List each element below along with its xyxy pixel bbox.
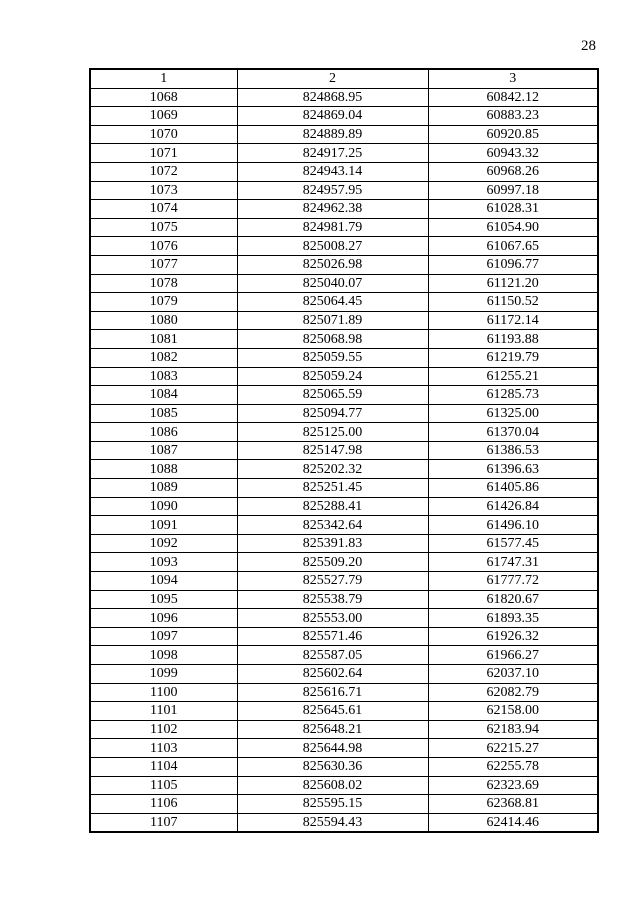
table-row	[90, 386, 598, 405]
y-coordinate-cell: 61747.31	[428, 553, 598, 572]
table-row	[90, 181, 598, 200]
table-row	[90, 572, 598, 591]
point-number-cell: 1083	[90, 367, 237, 386]
y-coordinate-cell: 61577.45	[428, 534, 598, 553]
table-row	[90, 813, 598, 832]
y-coordinate-cell: 60842.12	[428, 88, 598, 107]
y-coordinate-cell: 62368.81	[428, 795, 598, 814]
table-row	[90, 609, 598, 628]
table-row	[90, 665, 598, 684]
point-number-cell: 1072	[90, 162, 237, 181]
table-row	[90, 516, 598, 535]
table-row	[90, 739, 598, 758]
table-row	[90, 441, 598, 460]
y-coordinate-cell: 61405.86	[428, 479, 598, 498]
point-number-cell: 1104	[90, 757, 237, 776]
point-number-cell: 1094	[90, 572, 237, 591]
x-coordinate-cell: 825391.83	[237, 534, 428, 553]
x-coordinate-cell: 825553.00	[237, 609, 428, 628]
x-coordinate-cell: 825059.24	[237, 367, 428, 386]
point-number-cell: 1090	[90, 497, 237, 516]
y-coordinate-cell: 61396.63	[428, 460, 598, 479]
y-coordinate-cell: 61370.04	[428, 423, 598, 442]
point-number-cell: 1076	[90, 237, 237, 256]
point-number-cell: 1085	[90, 404, 237, 423]
y-coordinate-cell: 61820.67	[428, 590, 598, 609]
point-number-cell: 1088	[90, 460, 237, 479]
y-coordinate-cell: 61496.10	[428, 516, 598, 535]
y-coordinate-cell: 62158.00	[428, 702, 598, 721]
x-coordinate-cell: 824917.25	[237, 144, 428, 163]
x-coordinate-cell: 825571.46	[237, 627, 428, 646]
y-coordinate-cell: 61426.84	[428, 497, 598, 516]
x-coordinate-cell: 825645.61	[237, 702, 428, 721]
point-number-cell: 1105	[90, 776, 237, 795]
x-coordinate-cell: 825288.41	[237, 497, 428, 516]
point-number-cell: 1077	[90, 255, 237, 274]
y-coordinate-cell: 61054.90	[428, 218, 598, 237]
y-coordinate-cell: 61150.52	[428, 293, 598, 312]
x-coordinate-cell: 825008.27	[237, 237, 428, 256]
table-row	[90, 144, 598, 163]
x-coordinate-cell: 825251.45	[237, 479, 428, 498]
point-number-cell: 1100	[90, 683, 237, 702]
point-number-cell: 1107	[90, 813, 237, 832]
point-number-cell: 1101	[90, 702, 237, 721]
x-coordinate-cell: 825594.43	[237, 813, 428, 832]
y-coordinate-cell: 60943.32	[428, 144, 598, 163]
table-row	[90, 795, 598, 814]
table-row	[90, 367, 598, 386]
x-coordinate-cell: 825648.21	[237, 720, 428, 739]
y-coordinate-cell: 61193.88	[428, 330, 598, 349]
table-row	[90, 404, 598, 423]
table-row	[90, 479, 598, 498]
table-row	[90, 200, 598, 219]
x-coordinate-cell: 825595.15	[237, 795, 428, 814]
y-coordinate-cell: 61255.21	[428, 367, 598, 386]
column-header-2: 2	[237, 69, 428, 88]
x-coordinate-cell: 825342.64	[237, 516, 428, 535]
y-coordinate-cell: 62183.94	[428, 720, 598, 739]
y-coordinate-cell: 61219.79	[428, 348, 598, 367]
point-number-cell: 1082	[90, 348, 237, 367]
table-row	[90, 311, 598, 330]
x-coordinate-cell: 824889.89	[237, 125, 428, 144]
point-number-cell: 1075	[90, 218, 237, 237]
table-row	[90, 293, 598, 312]
point-number-cell: 1103	[90, 739, 237, 758]
x-coordinate-cell: 825202.32	[237, 460, 428, 479]
x-coordinate-cell: 824957.95	[237, 181, 428, 200]
table-row	[90, 237, 598, 256]
point-number-cell: 1092	[90, 534, 237, 553]
point-number-cell: 1086	[90, 423, 237, 442]
y-coordinate-cell: 61777.72	[428, 572, 598, 591]
y-coordinate-cell: 61893.35	[428, 609, 598, 628]
x-coordinate-cell: 824943.14	[237, 162, 428, 181]
y-coordinate-cell: 62215.27	[428, 739, 598, 758]
x-coordinate-cell: 825040.07	[237, 274, 428, 293]
x-coordinate-cell: 825065.59	[237, 386, 428, 405]
table-row	[90, 348, 598, 367]
x-coordinate-cell: 825608.02	[237, 776, 428, 795]
x-coordinate-cell: 825527.79	[237, 572, 428, 591]
table-row	[90, 460, 598, 479]
x-coordinate-cell: 825644.98	[237, 739, 428, 758]
table-row	[90, 534, 598, 553]
point-number-cell: 1102	[90, 720, 237, 739]
point-number-cell: 1098	[90, 646, 237, 665]
table-row	[90, 757, 598, 776]
point-number-cell: 1087	[90, 441, 237, 460]
y-coordinate-cell: 62255.78	[428, 757, 598, 776]
x-coordinate-cell: 825068.98	[237, 330, 428, 349]
point-number-cell: 1095	[90, 590, 237, 609]
x-coordinate-cell: 825064.45	[237, 293, 428, 312]
column-header-1: 1	[90, 69, 237, 88]
point-number-cell: 1081	[90, 330, 237, 349]
y-coordinate-cell: 61386.53	[428, 441, 598, 460]
column-header-3: 3	[428, 69, 598, 88]
y-coordinate-cell: 60997.18	[428, 181, 598, 200]
point-number-cell: 1079	[90, 293, 237, 312]
point-number-cell: 1073	[90, 181, 237, 200]
y-coordinate-cell: 60920.85	[428, 125, 598, 144]
page-number: 28	[581, 38, 596, 54]
table-row	[90, 88, 598, 107]
table-row	[90, 125, 598, 144]
point-number-cell: 1080	[90, 311, 237, 330]
x-coordinate-cell: 825630.36	[237, 757, 428, 776]
table-row	[90, 423, 598, 442]
x-coordinate-cell: 824962.38	[237, 200, 428, 219]
table-row	[90, 553, 598, 572]
table-row	[90, 330, 598, 349]
table-row	[90, 218, 598, 237]
table-row	[90, 590, 598, 609]
point-number-cell: 1078	[90, 274, 237, 293]
y-coordinate-cell: 62323.69	[428, 776, 598, 795]
point-number-cell: 1099	[90, 665, 237, 684]
y-coordinate-cell: 61285.73	[428, 386, 598, 405]
point-number-cell: 1070	[90, 125, 237, 144]
point-number-cell: 1097	[90, 627, 237, 646]
table-row	[90, 255, 598, 274]
x-coordinate-cell: 825587.05	[237, 646, 428, 665]
table-row	[90, 720, 598, 739]
x-coordinate-cell: 825602.64	[237, 665, 428, 684]
table-row	[90, 702, 598, 721]
table-row	[90, 646, 598, 665]
y-coordinate-cell: 61325.00	[428, 404, 598, 423]
x-coordinate-cell: 824981.79	[237, 218, 428, 237]
point-number-cell: 1093	[90, 553, 237, 572]
y-coordinate-cell: 62037.10	[428, 665, 598, 684]
point-number-cell: 1089	[90, 479, 237, 498]
y-coordinate-cell: 61096.77	[428, 255, 598, 274]
point-number-cell: 1071	[90, 144, 237, 163]
point-number-cell: 1096	[90, 609, 237, 628]
x-coordinate-cell: 825125.00	[237, 423, 428, 442]
table-body	[90, 88, 598, 832]
y-coordinate-cell: 61067.65	[428, 237, 598, 256]
point-number-cell: 1106	[90, 795, 237, 814]
x-coordinate-cell: 825538.79	[237, 590, 428, 609]
y-coordinate-cell: 61172.14	[428, 311, 598, 330]
point-number-cell: 1069	[90, 107, 237, 126]
table-row	[90, 274, 598, 293]
point-number-cell: 1084	[90, 386, 237, 405]
y-coordinate-cell: 61121.20	[428, 274, 598, 293]
y-coordinate-cell: 61966.27	[428, 646, 598, 665]
x-coordinate-cell: 824869.04	[237, 107, 428, 126]
point-number-cell: 1091	[90, 516, 237, 535]
x-coordinate-cell: 825616.71	[237, 683, 428, 702]
y-coordinate-cell: 60883.23	[428, 107, 598, 126]
x-coordinate-cell: 825026.98	[237, 255, 428, 274]
coordinates-table	[89, 68, 599, 833]
y-coordinate-cell: 62082.79	[428, 683, 598, 702]
x-coordinate-cell: 825147.98	[237, 441, 428, 460]
y-coordinate-cell: 61028.31	[428, 200, 598, 219]
table-row	[90, 162, 598, 181]
point-number-cell: 1074	[90, 200, 237, 219]
x-coordinate-cell: 825071.89	[237, 311, 428, 330]
table-header-row	[90, 69, 598, 88]
y-coordinate-cell: 62414.46	[428, 813, 598, 832]
table-row	[90, 497, 598, 516]
y-coordinate-cell: 60968.26	[428, 162, 598, 181]
x-coordinate-cell: 825094.77	[237, 404, 428, 423]
point-number-cell: 1068	[90, 88, 237, 107]
table-row	[90, 683, 598, 702]
x-coordinate-cell: 825059.55	[237, 348, 428, 367]
table-row	[90, 627, 598, 646]
x-coordinate-cell: 824868.95	[237, 88, 428, 107]
table-row	[90, 107, 598, 126]
x-coordinate-cell: 825509.20	[237, 553, 428, 572]
table-row	[90, 776, 598, 795]
y-coordinate-cell: 61926.32	[428, 627, 598, 646]
